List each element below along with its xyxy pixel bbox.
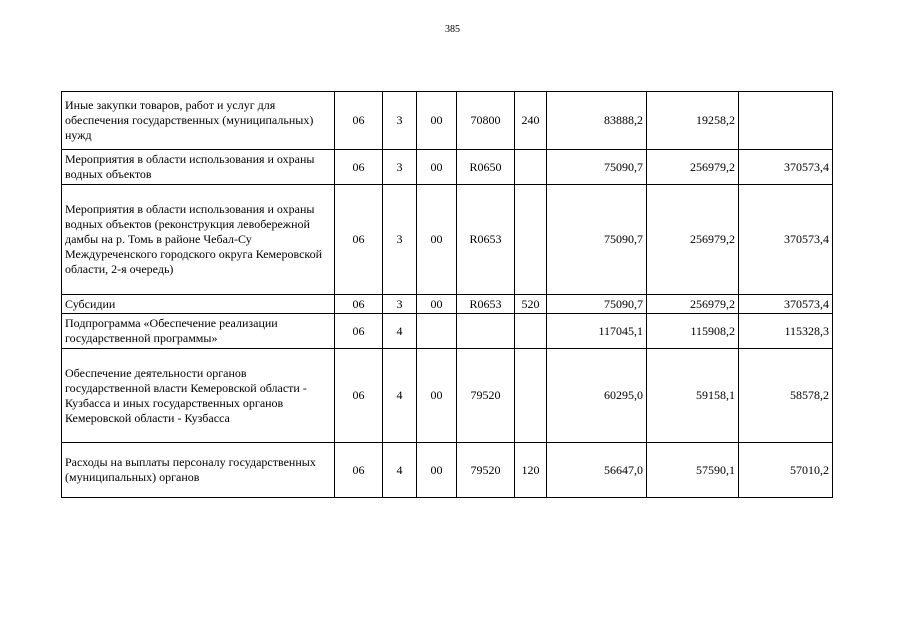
cell-pr: 3 bbox=[383, 92, 417, 150]
row-name: Иные закупки товаров, работ и услуг для обеспечения государственных (муниципальных) нужд bbox=[62, 92, 335, 150]
table-row bbox=[62, 92, 833, 150]
cell-pr: 4 bbox=[383, 443, 417, 498]
row-name: Мероприятия в области использования и охраны водных объектов (реконструкция левобережной дамбы на р. Томь в районе Чебал-Су Междуреченского городского округа Кемеровской области, 2-я очередь) bbox=[62, 185, 335, 295]
cell-year-1: 83888,2 bbox=[547, 92, 647, 150]
cell-code bbox=[417, 314, 457, 349]
cell-year-3: 58578,2 bbox=[739, 349, 833, 443]
cell-year-2: 115908,2 bbox=[647, 314, 739, 349]
cell-code: 00 bbox=[417, 185, 457, 295]
cell-year-3: 370573,4 bbox=[739, 150, 833, 185]
cell-vr: 240 bbox=[515, 92, 547, 150]
cell-pr: 3 bbox=[383, 185, 417, 295]
cell-csr: R0653 bbox=[457, 185, 515, 295]
cell-year-2: 19258,2 bbox=[647, 92, 739, 150]
table-row bbox=[62, 150, 833, 185]
row-name: Обеспечение деятельности органов государственной власти Кемеровской области - Кузбасса и иных государственных органов Кемеровской области - Кузбасса bbox=[62, 349, 335, 443]
cell-year-2: 256979,2 bbox=[647, 185, 739, 295]
cell-pr: 4 bbox=[383, 349, 417, 443]
cell-code: 00 bbox=[417, 295, 457, 314]
cell-year-2: 256979,2 bbox=[647, 150, 739, 185]
cell-rz: 06 bbox=[335, 349, 383, 443]
cell-year-2: 256979,2 bbox=[647, 295, 739, 314]
cell-csr: R0650 bbox=[457, 150, 515, 185]
cell-year-1: 60295,0 bbox=[547, 349, 647, 443]
cell-pr: 4 bbox=[383, 314, 417, 349]
table-row bbox=[62, 443, 833, 498]
table-row bbox=[62, 349, 833, 443]
table-row bbox=[62, 295, 833, 314]
row-name: Мероприятия в области использования и охраны водных объектов bbox=[62, 150, 335, 185]
cell-vr bbox=[515, 150, 547, 185]
cell-pr: 3 bbox=[383, 150, 417, 185]
cell-rz: 06 bbox=[335, 185, 383, 295]
row-name: Расходы на выплаты персоналу государственных (муниципальных) органов bbox=[62, 443, 335, 498]
cell-year-3: 57010,2 bbox=[739, 443, 833, 498]
cell-year-3: 370573,4 bbox=[739, 295, 833, 314]
cell-year-2: 59158,1 bbox=[647, 349, 739, 443]
cell-year-1: 56647,0 bbox=[547, 443, 647, 498]
cell-csr bbox=[457, 314, 515, 349]
cell-vr: 520 bbox=[515, 295, 547, 314]
cell-code: 00 bbox=[417, 92, 457, 150]
cell-vr: 120 bbox=[515, 443, 547, 498]
cell-year-1: 75090,7 bbox=[547, 185, 647, 295]
cell-vr bbox=[515, 185, 547, 295]
cell-csr: 70800 bbox=[457, 92, 515, 150]
cell-year-2: 57590,1 bbox=[647, 443, 739, 498]
cell-vr bbox=[515, 314, 547, 349]
cell-year-1: 75090,7 bbox=[547, 150, 647, 185]
cell-code: 00 bbox=[417, 443, 457, 498]
cell-code: 00 bbox=[417, 349, 457, 443]
row-name: Субсидии bbox=[62, 295, 335, 314]
cell-rz: 06 bbox=[335, 150, 383, 185]
cell-year-3: 115328,3 bbox=[739, 314, 833, 349]
table-row bbox=[62, 314, 833, 349]
cell-vr bbox=[515, 349, 547, 443]
budget-table bbox=[61, 91, 833, 498]
cell-csr: 79520 bbox=[457, 349, 515, 443]
cell-code: 00 bbox=[417, 150, 457, 185]
cell-rz: 06 bbox=[335, 92, 383, 150]
cell-rz: 06 bbox=[335, 443, 383, 498]
table-row bbox=[62, 185, 833, 295]
cell-year-1: 75090,7 bbox=[547, 295, 647, 314]
cell-year-3 bbox=[739, 92, 833, 150]
cell-rz: 06 bbox=[335, 314, 383, 349]
row-name: Подпрограмма «Обеспечение реализации государственной программы» bbox=[62, 314, 335, 349]
cell-year-1: 117045,1 bbox=[547, 314, 647, 349]
cell-csr: R0653 bbox=[457, 295, 515, 314]
cell-pr: 3 bbox=[383, 295, 417, 314]
cell-year-3: 370573,4 bbox=[739, 185, 833, 295]
cell-csr: 79520 bbox=[457, 443, 515, 498]
page-number: 385 bbox=[445, 24, 460, 35]
cell-rz: 06 bbox=[335, 295, 383, 314]
